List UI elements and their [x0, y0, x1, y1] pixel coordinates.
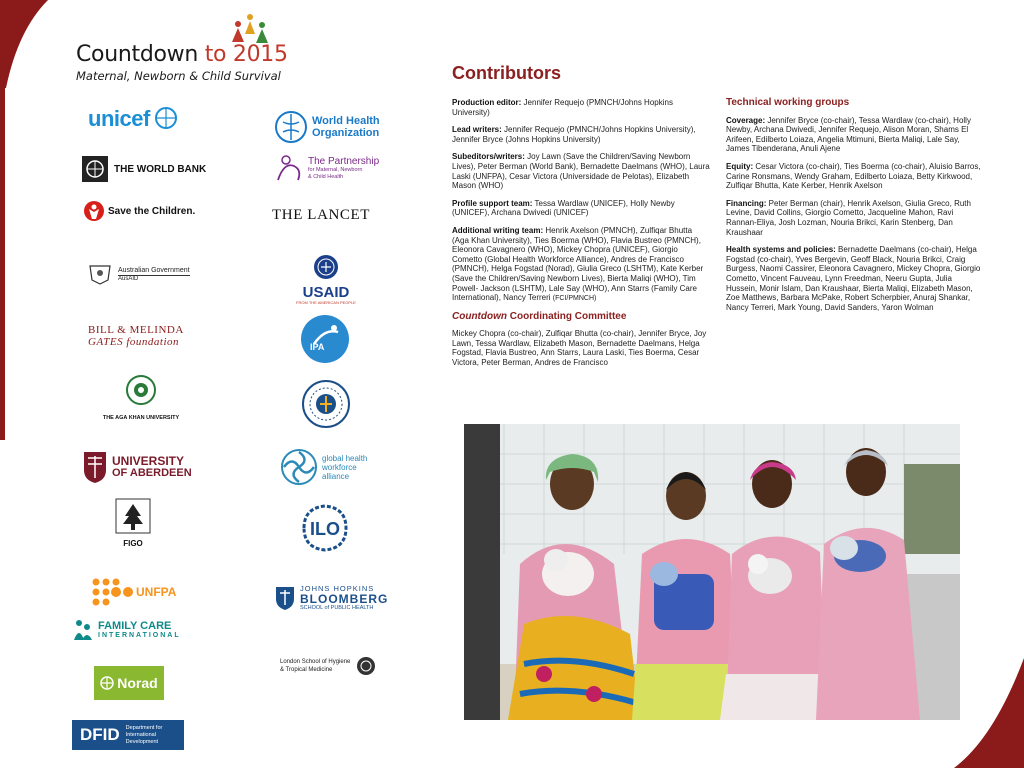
fci-people-icon [72, 618, 94, 642]
the-lancet-logo: THE LANCET [272, 207, 371, 223]
financing-entry: Financing: Peter Berman (chair), Henrik Axelson, Giulia Greco, Ruth Levine, David Collins, Giorgio Cometto, Jacqueline Mahon, Ravi Rannan-Eliya, Josh Lozman, Nouria Brikci, Karin Stenberg, Dan Kraushaar [726, 198, 971, 237]
ipa-logo: IPA [300, 314, 350, 369]
corner-swoosh-bottom-right [954, 658, 1024, 768]
countdown-brand [76, 42, 288, 83]
ilo-laurel-icon [296, 502, 354, 554]
contributors-right-column [726, 98, 984, 320]
coordinating-committee-members: Mickey Chopra (co-chair), Zulfiqar Bhutta (co-chair), Jennifer Bryce, Joy Lawn, Tessa Wardlaw, Elizabeth Mason, Bernadette Daelmans, Helga Fogstad, Flavia Bustreo, Ann Starrs, Laura Laski, Ties Boerma, Cesar Victora, Peter Berman, Andres de Francisco [452, 329, 707, 368]
ilo-logo [296, 502, 354, 559]
figo-tree-icon [115, 498, 151, 534]
johns-hopkins-bloomberg-logo: JOHNS HOPKINS BLOOMBERG SCHOOL of PUBLIC HEALTH [274, 584, 388, 612]
unfpa-dots-icon [90, 576, 134, 608]
figo-logo: FIGO [114, 498, 152, 548]
aiims-logo [302, 380, 350, 433]
save-children-icon [84, 200, 104, 222]
usaid-seal-icon [313, 254, 339, 280]
ghwa-swirl-icon [280, 448, 318, 486]
svg-text:ILO: ILO [310, 519, 340, 539]
pmnch-logo: The Partnership for Maternal, Newborn & Child Health [274, 152, 379, 184]
equity-entry: Equity: Cesar Victora (co-chair), Ties Boerma (co-chair), Aluisio Barros, Carine Ronsmans, Wendy Graham, Edilberto Loiaza, Betty Kirkwood, Zulfiqar Bhutta, Kate Kerber, Henrik Axelson [726, 161, 981, 191]
countdown-people-icon [228, 12, 272, 46]
unicef-logo: unicef [88, 106, 178, 132]
aga-khan-logo: THE AGA KHAN UNIVERSITY [96, 374, 186, 421]
aiims-seal-icon [302, 380, 350, 428]
coordinating-committee-title: Countdown Coordinating Committee [452, 310, 627, 322]
dfid-logo: DFID Department for International Development [72, 720, 184, 750]
health-systems-entry: Health systems and policies: Bernadette Daelmans (co-chair), Helga Fogstad (co-chair), Yves Bergevin, Geoff Black, Nouria Brikci, Craig Burgess, Naomi Cassirer, Eleonora Cavagnero, Mickey Chopra, Giorgio Cometto, Vincent Fauveau, Lynn Freedman, Neeru Gupta, Julia Hussein, Monir Islam, Dan Kraushaar, Bierta Maliqi, Elizabeth Mason, Zoe Matthews, Barbara McPake, Robert Scherpbier, Anuraj Shankar, Nancy Terreri, Mark Young, David Sanders, Yaron Wolman [726, 245, 981, 312]
subeditors-entry: Subeditors/writers: Joy Lawn (Save the Children/Saving Newborn Lives), Peter Berman (World Bank), Bernadette Daelmans (WHO), Laura Laski (UNFPA), Cesar Victora (Universidade de Pelotas), Elizabeth Mason (WHO) [452, 152, 710, 191]
aberdeen-crest-icon [82, 450, 108, 484]
norad-logo: Norad [94, 666, 164, 700]
lshtm-logo: London School of Hygiene & Tropical Medicine [280, 656, 376, 676]
unfpa-logo: UNFPA [90, 576, 176, 608]
ipa-circle-icon [300, 314, 350, 364]
coverage-entry: Coverage: Jennifer Bryce (co-chair), Tessa Wardlaw (co-chair), Holly Newby, Archana Dwivedi, Jennifer Requejo, Alison Moran, Shams El Arifeen, Edilberto Loiaza, Angelia Mtimuni, Bierta Maliqi, Lale Say, James Tibenderana, Anuli Ajene [726, 115, 971, 154]
corner-swoosh-top-left [0, 0, 60, 90]
usaid-logo: USAID FROM THE AMERICAN PEOPLE [296, 254, 356, 305]
ausaid-logo: Australian Government AusAID [86, 262, 190, 286]
global-health-workforce-alliance-logo: global health workforce alliance [280, 448, 367, 486]
mothers-with-newborns-photo [464, 424, 960, 720]
unicef-globe-icon [154, 106, 178, 130]
save-the-children-logo: Save the Children. [84, 200, 195, 222]
world-bank-logo: THE WORLD BANK [82, 156, 206, 182]
australia-crest-icon [86, 262, 114, 286]
lshtm-seal-icon [356, 656, 376, 676]
pmnch-figure-icon [274, 152, 306, 184]
family-care-international-logo: FAMILY CARE INTERNATIONAL [72, 618, 181, 642]
world-bank-icon [82, 156, 108, 182]
who-logo: World Health Organization [274, 110, 380, 144]
brand-title: Countdown to 2015 [76, 42, 288, 67]
left-edge-strip [0, 88, 5, 440]
production-editor-entry: Production editor: Jennifer Requejo (PMNCH/Johns Hopkins University) [452, 98, 673, 117]
jhu-shield-icon [274, 585, 296, 611]
who-emblem-icon [274, 110, 308, 144]
gates-foundation-logo: BILL & MELINDA GATES foundation [88, 324, 184, 348]
profile-support-entry: Profile support team: Tessa Wardlaw (UNICEF), Holly Newby (UNICEF), Archana Dwivedi (UNICEF) [452, 198, 675, 218]
technical-working-groups-title: Technical working groups [726, 97, 850, 108]
aberdeen-logo: UNIVERSITY OF ABERDEEN [82, 450, 192, 484]
brand-subtitle: Maternal, Newborn & Child Survival [76, 69, 281, 83]
lead-writers-entry: Lead writers: Jennifer Requejo (PMNCH/Johns Hopkins University), Jennifer Bryce (Johns Hopkins University) [452, 125, 696, 144]
aga-khan-seal-icon [125, 374, 157, 406]
additional-writing-entry: Additional writing team: Henrik Axelson (PMNCH), Zulfiqar Bhutta (Aga Khan University), Ties Boerma (WHO), Flavia Bustreo (PMNCH), Eleonora Cavagnero (WHO), Mickey Chopra (UNICEF), Giorgio Cometto (Global Health Workforce Alliance), Andres de Francisco (PMNCH), Helga Fogstad (Norad), Giulia Greco (LSHTM), Kate Kerber (Save the Children/Saving Newborn Lives), Bierta Maliqi (WHO), Tim Powell- Jackson (LSHTM), Lale Say (WHO), Ann Starrs (Family Care International), Nancy Terreri (FCI/PMNCH) [452, 225, 704, 303]
norad-icon [100, 676, 114, 690]
contributors-title: Contributors [452, 63, 561, 83]
contributors-left-column [452, 98, 710, 376]
